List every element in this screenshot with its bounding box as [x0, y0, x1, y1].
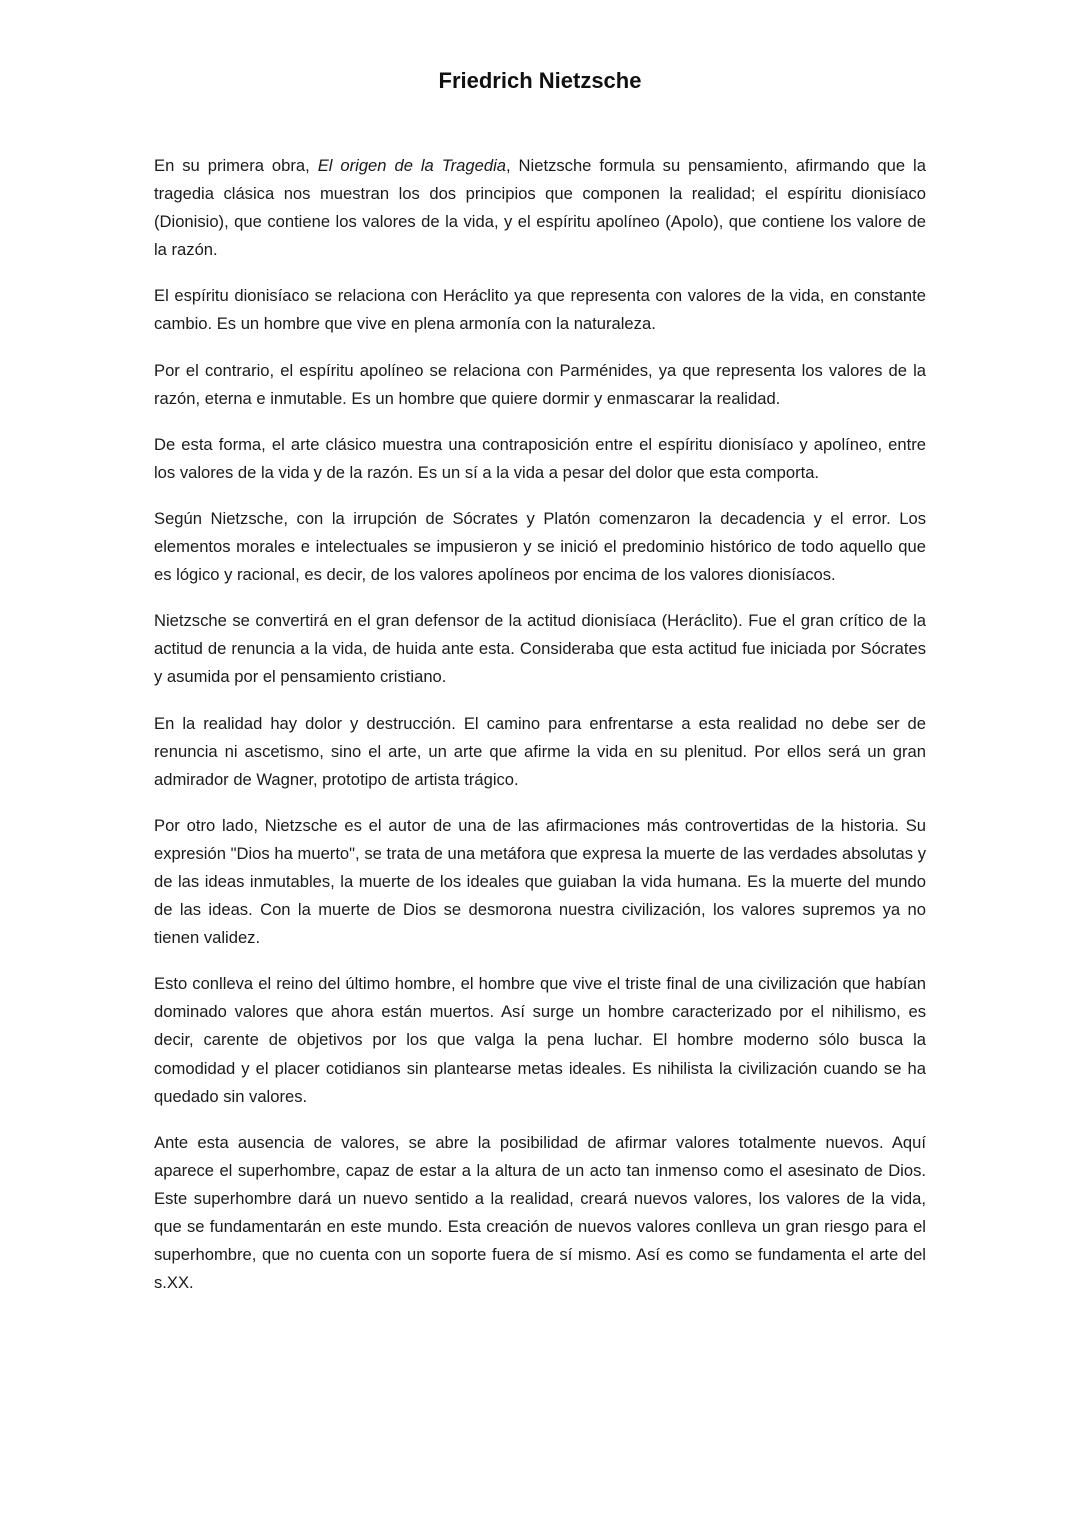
paragraph-6: Nietzsche se convertirá en el gran defensor de la actitud dionisíaca (Heráclito). Fue el gran crítico de la actitud de renuncia a la vida, de huida ante esta. Consideraba que esta actitud fue iniciada por Sócrates y asumida por el pensamiento cristiano.	[154, 611, 926, 687]
paragraph-10: Ante esta ausencia de valores, se abre la posibilidad de afirmar valores totalmente nuevos. Aquí aparece el superhombre, capaz de estar a la altura de un acto tan inmenso como el asesinato de Dios. Este superhombre dará un nuevo sentido a la realidad, creará nuevos valores, los valores de la vida, que se fundamentarán en este mundo. Esta creación de nuevos valores conlleva un gran riesgo para el superhombre, que no cuenta con un soporte fuera de sí mismo. Así es como se fundamenta el arte del s.XX.	[154, 1132, 926, 1293]
paragraph-4: De esta forma, el arte clásico muestra una contraposición entre el espíritu dionisíaco y apolíneo, entre los valores de la vida y de la razón. Es un sí a la vida a pesar del dolor que esta comporta.	[154, 434, 926, 482]
paragraph-2: El espíritu dionisíaco se relaciona con Heráclito ya que representa con valores de la vida, en constante cambio. Es un hombre que vive en plena armonía con la naturaleza.	[154, 286, 926, 334]
paragraph-1-body: , Nietzsche formula su pensamiento, afirmando que la tragedia clásica nos muestran los dos principios que componen la realidad; el espíritu dionisíaco (Dionisio), que contiene los valores de la vida, y el espíritu apolíneo (Apolo), que contiene los valore de la razón.	[154, 156, 926, 260]
page-title: Friedrich Nietzsche	[438, 68, 642, 93]
paragraph-5: Según Nietzsche, con la irrupción de Sócrates y Platón comenzaron la decadencia y el error. Los elementos morales e intelectuales se impusieron y se inició el predominio histórico de todo aquello que es lógico y racional, es decir, de los valores apolíneos por encima de los valores dionisíacos.	[154, 508, 926, 585]
paragraph-1-intro: En su primera obra,	[154, 156, 318, 175]
paragraph-1	[154, 152, 926, 264]
paragraph-8: Por otro lado, Nietzsche es el autor de una de las afirmaciones más controvertidas de la historia. Su expresión "Dios ha muerto", se trata de una metáfora que expresa la muerte de las verdades absolutas y de las ideas inmutables, la muerte de los ideales que guiaban la vida humana. Es la muerte del mundo de las ideas. Con la muerte de Dios se desmorona nuestra civilización, los valores supremos ya no tienen validez.	[154, 815, 926, 948]
paragraph-3: Por el contrario, el espíritu apolíneo se relaciona con Parménides, ya que representa los valores de la razón, eterna e inmutable. Es un hombre que quiere dormir y enmascarar la realidad.	[154, 360, 926, 408]
paragraph-9: Esto conlleva el reino del último hombre, el hombre que vive el triste final de una civilización que habían dominado valores que ahora están muertos. Así surge un hombre caracterizado por el nihilismo, es decir, carente de objetivos por los que valga la pena luchar. El hombre moderno sólo busca la comodidad y el placer cotidianos sin plantearse metas ideales. Es nihilista la civilización cuando se ha quedado sin valores.	[154, 974, 926, 1106]
book-title: El origen de la Tragedia	[317, 156, 506, 175]
paragraph-7: En la realidad hay dolor y destrucción. El camino para enfrentarse a esta realidad no debe ser de renuncia ni ascetismo, sino el arte, un arte que afirme la vida en su plenitud. Por ellos será un gran admirador de Wagner, prototipo de artista trágico.	[154, 713, 926, 789]
